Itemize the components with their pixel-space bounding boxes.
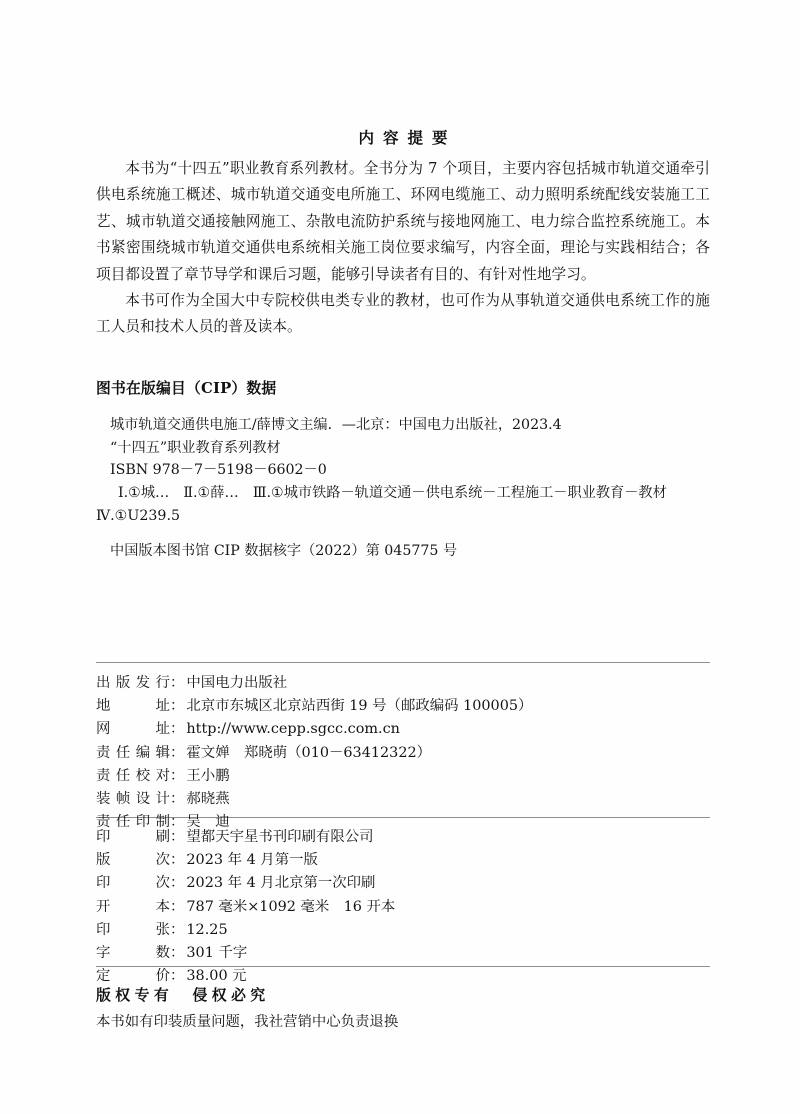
publisher-info-row-value: 霍文婵 郑晓萌（010－63412322） [186, 744, 432, 761]
cip-block [96, 378, 710, 562]
printing-info-row [96, 826, 710, 849]
publisher-info-row [96, 718, 710, 741]
publisher-info-row-value: 吴 迪 [186, 814, 230, 831]
cip-classification-row-2: Ⅳ.①U239.5 [96, 507, 180, 524]
publisher-info-row-colon: ： [170, 767, 185, 784]
publisher-info-row-label: 装帧设计 [96, 791, 170, 808]
printing-info-row-value: 787 毫米×1092 毫米 16 开本 [186, 898, 396, 915]
publisher-info-row-label: 责任校对 [96, 767, 170, 784]
abstract-paragraph-2: 本书可作为全国大中专院校供电类专业的教材，也可作为从事轨道交通供电系统工作的施工人员和技术人员的普及读本。 [96, 292, 710, 336]
abstract-paragraph-1: 本书为“十四五”职业教育系列教材。全书分为 7 个项目，主要内容包括城市轨道交通牵引供电系统施工概述、城市轨道交通变电所施工、环网电缆施工、动力照明系统配线安装施工工艺、城市轨道交通接触网施工、杂散电流防护系统与接地网施工、电力综合监控系统施工。本书紧密围绕城市轨道交通供电系统相关施工岗位要求编写，内容全面，理论与实践相结合；各项目都设置了章节导学和课后习题，能够引导读者有目的、有针对性地学习。 [96, 160, 710, 283]
printing-info-row [96, 896, 710, 919]
printing-info-row [96, 919, 710, 942]
printing-info-row-colon: ： [170, 852, 185, 869]
publisher-info-row-colon: ： [170, 744, 185, 761]
printing-info-row [96, 849, 710, 872]
publisher-info-row [96, 765, 710, 788]
printing-info-row-value: 望都天宇星书刊印刷有限公司 [186, 829, 374, 845]
printing-info-row-colon: ： [170, 829, 185, 845]
printing-info-row-colon: ： [170, 898, 185, 915]
printing-info-row-value: 2023 年 4 月北京第一次印刷 [186, 875, 376, 892]
publisher-info-row [96, 672, 710, 695]
cip-series-statement: “十四五”职业教育系列教材 [110, 439, 281, 456]
publisher-info-row-value: 北京市东城区北京站西街 19 号（邮政编码 100005） [186, 698, 533, 715]
printing-info-row-label: 版次 [96, 852, 170, 869]
abstract-heading: 内容提要 [358, 128, 457, 147]
publisher-info-row-label: 网址 [96, 721, 170, 738]
publisher-info-row-colon: ： [170, 791, 185, 808]
printing-info-row-colon: ： [170, 945, 185, 962]
printing-info-row-colon: ： [170, 921, 185, 938]
publisher-info-row [96, 788, 710, 811]
cip-isbn: ISBN 978－7－5198－6602－0 [110, 462, 327, 478]
copyright-footer [96, 984, 710, 1035]
publisher-info-block [96, 672, 710, 834]
printing-info-row-colon: ： [170, 968, 185, 985]
printing-info-row-colon: ： [170, 875, 185, 892]
printing-info-row-value: 12.25 [186, 921, 228, 938]
publisher-info-row-colon: ： [170, 721, 185, 738]
printing-info-row [96, 872, 710, 895]
printing-info-row-value: 301 千字 [186, 945, 248, 962]
publisher-info-row-colon: ： [170, 698, 185, 715]
publisher-info-row [96, 742, 710, 765]
printing-info-row [96, 942, 710, 965]
printing-info-row-label: 印刷 [96, 829, 170, 845]
publisher-info-row-label: 出版发行 [96, 675, 170, 691]
printing-info-row-label: 印张 [96, 921, 170, 938]
printing-info-row-label: 字数 [96, 945, 170, 962]
printing-info-row-label: 开本 [96, 898, 170, 915]
publisher-info-row-value: 王小鹏 [186, 767, 230, 784]
cip-block-title: 图书在版编目（CIP）数据 [96, 380, 277, 397]
printing-info-row-label: 定价 [96, 968, 170, 985]
printing-info-row-value: 38.00 元 [186, 968, 247, 985]
publisher-info-row-colon: ： [170, 675, 185, 691]
printing-info-block [96, 826, 710, 988]
divider-rule-top [96, 662, 710, 663]
printing-info-row-value: 2023 年 4 月第一版 [186, 852, 318, 869]
copyright-notice-title: 版权专有 侵权必究 [96, 987, 270, 1004]
publisher-info-row-label: 责任印制 [96, 814, 170, 831]
copyright-notice-text: 本书如有印装质量问题，我社营销中心负责退换 [96, 1014, 399, 1030]
publisher-info-row-value: http://www.cepp.sgcc.com.cn [186, 721, 400, 738]
publisher-info-row-label: 责任编辑 [96, 744, 170, 761]
publisher-info-row-label: 地址 [96, 698, 170, 715]
cip-classification-row-1: Ⅰ.①城… Ⅱ.①薛… Ⅲ.①城市铁路－轨道交通－供电系统－工程施工－职业教育－教材 [118, 484, 667, 501]
printing-info-row-label: 印次 [96, 875, 170, 892]
publisher-info-row [96, 695, 710, 718]
abstract-body [96, 156, 710, 341]
cip-title-statement: 城市轨道交通供电施工/薛博文主编．—北京：中国电力出版社，2023.4 [110, 417, 562, 433]
cip-classification [96, 482, 710, 528]
cip-registration-number: 中国版本图书馆 CIP 数据核字（2022）第 045775 号 [110, 542, 458, 559]
publisher-info-row-value: 郝晓燕 [186, 791, 230, 808]
publisher-info-row-colon: ： [170, 814, 185, 831]
publisher-info-row-value: 中国电力出版社 [186, 675, 288, 691]
